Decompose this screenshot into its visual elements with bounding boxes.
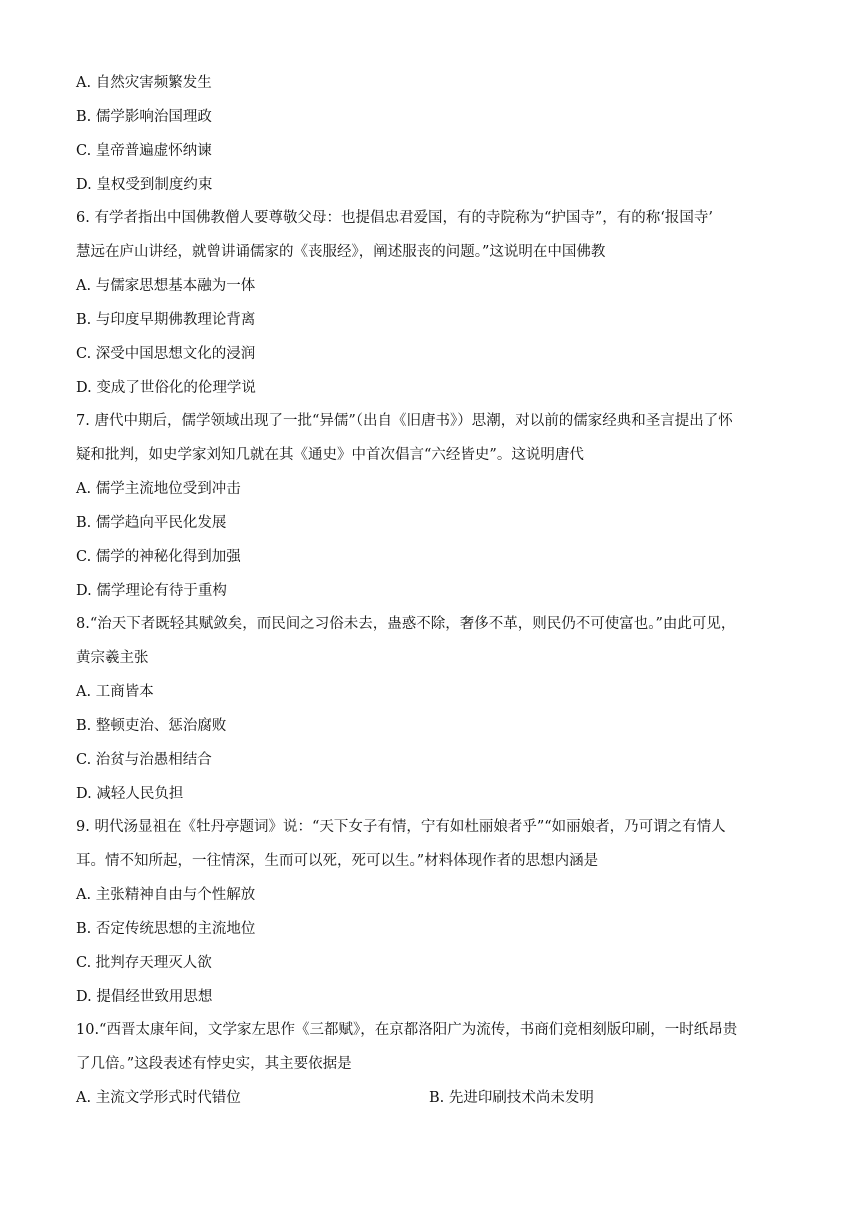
q10-stem-line-1: 10.“西晋太康年间，文学家左思作《三都赋》，在京都洛阳广为流传，书商们竞相刻版印刷，一时纸昂贵 xyxy=(76,1022,738,1038)
q9-option-c: C. 批判存天理灭人欲 xyxy=(76,955,212,971)
q9-option-b: B. 否定传统思想的主流地位 xyxy=(76,921,256,937)
q10-option-a: A. 主流文学形式时代错位 xyxy=(76,1090,241,1106)
q7-stem-line-1: 7. 唐代中期后，儒学领域出现了一批“异儒”（出自《旧唐书》）思潮，对以前的儒家经典和圣言提出了怀 xyxy=(76,413,733,429)
q8-option-c: C. 治贫与治愚相结合 xyxy=(76,752,212,768)
q8-option-d: D. 减轻人民负担 xyxy=(76,786,184,802)
q6-option-d: D. 变成了世俗化的伦理学说 xyxy=(76,380,256,396)
q8-stem-line-1: 8.“治天下者既轻其赋敛矣，而民间之习俗未去，蛊惑不除，奢侈不革，则民仍不可使富也。”由此可见， xyxy=(76,616,736,632)
q9-stem-line-2: 耳。情不知所起，一往情深，生而可以死，死可以生。”材料体现作者的思想内涵是 xyxy=(76,853,599,869)
q7-stem-line-2: 疑和批判，如史学家刘知几就在其《通史》中首次倡言“六经皆史”。这说明唐代 xyxy=(76,447,584,463)
q8-option-a: A. 工商皆本 xyxy=(76,684,154,700)
q6-option-c: C. 深受中国思想文化的浸润 xyxy=(76,346,256,362)
q8-stem-line-2: 黄宗羲主张 xyxy=(76,650,149,666)
q9-option-d: D. 提倡经世致用思想 xyxy=(76,989,213,1005)
q5-option-c: C. 皇帝普遍虚怀纳谏 xyxy=(76,143,212,159)
q7-option-a: A. 儒学主流地位受到冲击 xyxy=(76,481,241,497)
q10-option-b: B. 先进印刷技术尚未发明 xyxy=(429,1090,594,1106)
q7-option-d: D. 儒学理论有待于重构 xyxy=(76,583,227,599)
q9-stem-line-1: 9. 明代汤显祖在《牡丹亭题词》说：“天下女子有情，宁有如杜丽娘者乎”“如丽娘者，乃可谓之有情人 xyxy=(76,819,726,835)
q6-stem-line-2: 慧远在庐山讲经，就曾讲诵儒家的《丧服经》，阐述服丧的问题。”这说明在中国佛教 xyxy=(76,244,606,260)
q6-option-b: B. 与印度早期佛教理论背离 xyxy=(76,312,256,328)
q10-stem-line-2: 了几倍。”这段表述有悖史实，其主要依据是 xyxy=(76,1056,352,1072)
q7-option-b: B. 儒学趋向平民化发展 xyxy=(76,515,227,531)
q6-stem-line-1: 6. 有学者指出中国佛教僧人要尊敬父母：也提倡忠君爱国，有的寺院称为“护国寺”，有的称‘报国寺’ xyxy=(76,210,713,226)
q6-option-a: A. 与儒家思想基本融为一体 xyxy=(76,278,256,294)
q8-option-b: B. 整顿吏治、惩治腐败 xyxy=(76,718,227,734)
q5-option-b: B. 儒学影响治国理政 xyxy=(76,109,212,125)
q9-option-a: A. 主张精神自由与个性解放 xyxy=(76,887,256,903)
q7-option-c: C. 儒学的神秘化得到加强 xyxy=(76,549,241,565)
q5-option-d: D. 皇权受到制度约束 xyxy=(76,177,213,193)
q5-option-a: A. 自然灾害频繁发生 xyxy=(76,75,212,91)
